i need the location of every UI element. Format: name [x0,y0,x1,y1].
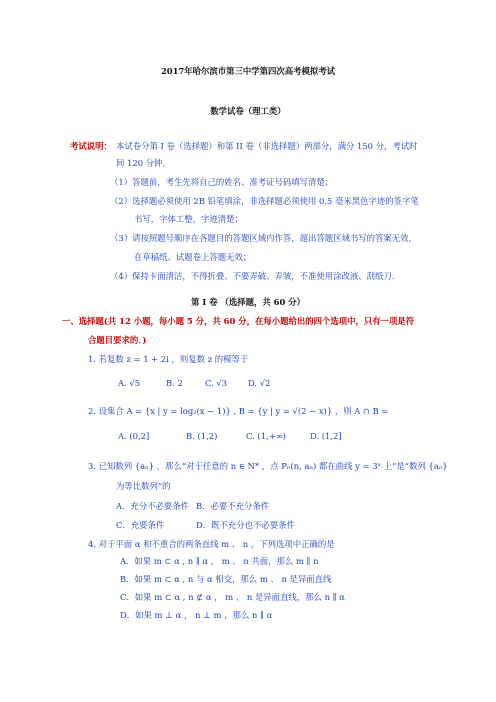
question-3-option-d: D．既不充分也不必要条件 [196,520,295,530]
question-1-option-a: A. √5 [118,378,141,388]
instructions-label: 考试说明： [70,141,112,151]
question-1-option-c: C. √3 [205,378,228,388]
question-2-option-c: C. (1,+∞) [246,431,286,441]
instructions-line: （3）请按照题号顺序在各题目的答题区域内作答，超出答题区域书写的答案无效， [110,233,417,243]
instructions-line: 间 120 分钟. [116,158,166,168]
section1-title: 第 I 卷 （选择题，共 60 分） [191,297,305,307]
instructions-line: 书写，字体工整，字迹清楚； [134,214,243,224]
question-3-stem: 3. 已知数列 {aₙ} ，那么“对于任意的 n ∈ N* ，点 Pₙ(n, aₙ) 都在曲线 y = 3ˣ 上”是“数列 {aₙ} [88,461,448,471]
instructions-line: 在草稿纸、试题卷上答题无效； [134,252,252,262]
question-1-option-d: D. √2 [248,378,271,388]
question-2-option-b: B. (1,2) [186,431,218,441]
question-4-option-a: A．如果 m ⊂ α , n ∥ α ， m 、 n 共面，那么 m ∥ n [120,556,319,566]
exam-subtitle: 数学试卷（理工类） [210,106,286,116]
question-3-stem-cont: 为等比数列”的 [116,481,171,491]
section1-heading: 一、选择题(共 12 小题，每小题 5 分，共 60 分，在每小题给出的四个选项中，只有一项是符 [62,316,415,326]
instructions-line: （2）选择题必须使用 2B 铅笔填涂，非选择题必须使用 0.5 毫米黑色字迹的签字笔 [110,196,419,206]
question-2-option-a: A. (0,2] [118,431,150,441]
instructions-line: 本试卷分第 I 卷（选择题）和第 II 卷（非选择题）两部分，满分 150 分，考试时 [116,141,418,151]
question-4-option-b: B．如果 m ⊂ α , n 与 α 相交，那么 m 、 n 是异面直线 [120,574,332,584]
instructions-line: （4）保持卡面清洁，不得折叠、不要弄破、弄皱，不准使用涂改液、刮纸刀. [110,271,395,281]
question-1-stem: 1. 若复数 z = 1 + 2i ，则复数 z 的模等于 [88,354,249,364]
question-2-option-d: D. (1,2] [310,431,342,441]
question-3-option-b: B．必要不充分条件 [196,501,270,511]
section1-heading: 合题目要求的．) [88,335,147,345]
question-3-option-a: A．充分不必要条件 [116,501,190,511]
question-4-option-d: D．如果 m ⊥ α ， n ⊥ m ，那么 n ∥ α [120,610,273,620]
question-1-option-b: B. 2 [166,378,183,388]
question-4-option-c: C．如果 m ⊂ α , n ⊄ α ， m 、 n 是异面直线，那么 n ∥ α [120,592,345,602]
question-3-option-c: C．充要条件 [116,520,165,530]
question-4-stem: 4. 对于平面 α 和不重合的两条直线 m 、 n ，下列选项中正确的是 [88,539,335,549]
instructions-line: （1）答题前，考生先将自己的姓名、准考证号码填写清楚； [110,177,334,187]
exam-title: 2017年哈尔滨市第三中学第四次高考模拟考试 [160,66,336,76]
question-2-stem: 2. 设集合 A = {x | y = log₂(x − 1)} , B = {y | y = √(2 − x)} ，则 A ∩ B = [88,406,389,416]
